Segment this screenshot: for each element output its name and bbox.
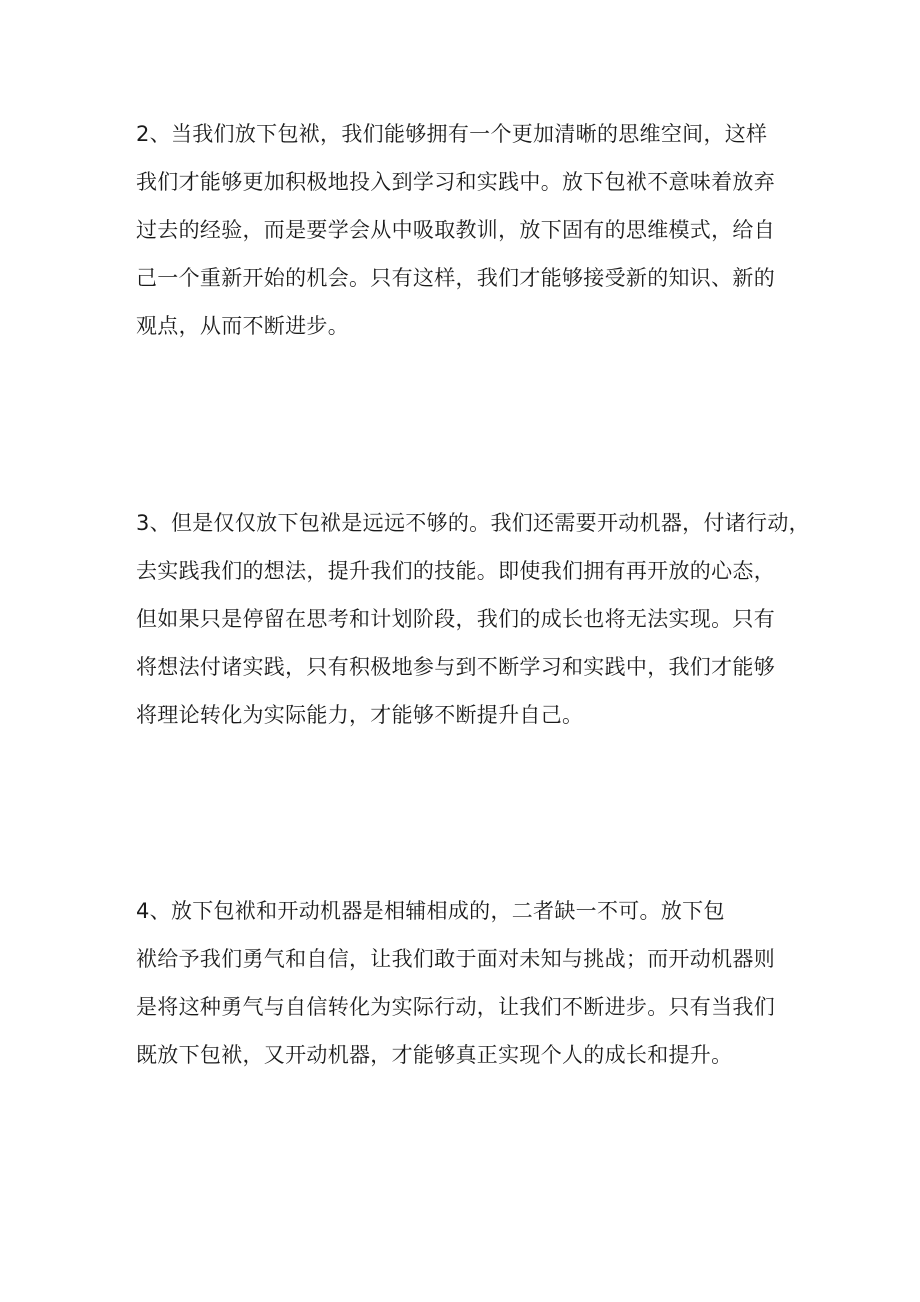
paragraph-line: 将想法付诸实践，只有积极地参与到不断学习和实践中，我们才能够 bbox=[136, 655, 775, 679]
paragraph-line: 将理论转化为实际能力，才能够不断提升自己。 bbox=[136, 703, 584, 727]
paragraph-line: 己一个重新开始的机会。只有这样，我们才能够接受新的知识、新的 bbox=[136, 266, 775, 290]
paragraph-line: 既放下包袱，又开动机器，才能够真正实现个人的成长和提升。 bbox=[136, 1043, 733, 1067]
paragraph-line: 我们才能够更加积极地投入到学习和实践中。放下包袱不意味着放弃 bbox=[136, 170, 775, 194]
paragraph-line: 去实践我们的想法，提升我们的技能。即使我们拥有再开放的心态， bbox=[136, 559, 775, 583]
paragraph-2 bbox=[136, 110, 796, 350]
paragraph-line: 是将这种勇气与自信转化为实际行动，让我们不断进步。只有当我们 bbox=[136, 995, 775, 1019]
paragraph-3 bbox=[136, 499, 810, 739]
paragraph-line: 4、放下包袱和开动机器是相辅相成的，二者缺一不可。放下包 bbox=[136, 899, 725, 923]
paragraph-line: 2、当我们放下包袱，我们能够拥有一个更加清晰的思维空间，这样 bbox=[136, 122, 768, 146]
paragraph-line: 3、但是仅仅放下包袱是远远不够的。我们还需要开动机器，付诸行动， bbox=[136, 511, 810, 535]
paragraph-line: 观点，从而不断进步。 bbox=[136, 314, 349, 338]
paragraph-line: 袱给予我们勇气和自信，让我们敢于面对未知与挑战；而开动机器则 bbox=[136, 947, 775, 971]
paragraph-line: 过去的经验，而是要学会从中吸取教训，放下固有的思维模式，给自 bbox=[136, 218, 775, 242]
paragraph-line: 但如果只是停留在思考和计划阶段，我们的成长也将无法实现。只有 bbox=[136, 607, 775, 631]
paragraph-4 bbox=[136, 887, 796, 1079]
